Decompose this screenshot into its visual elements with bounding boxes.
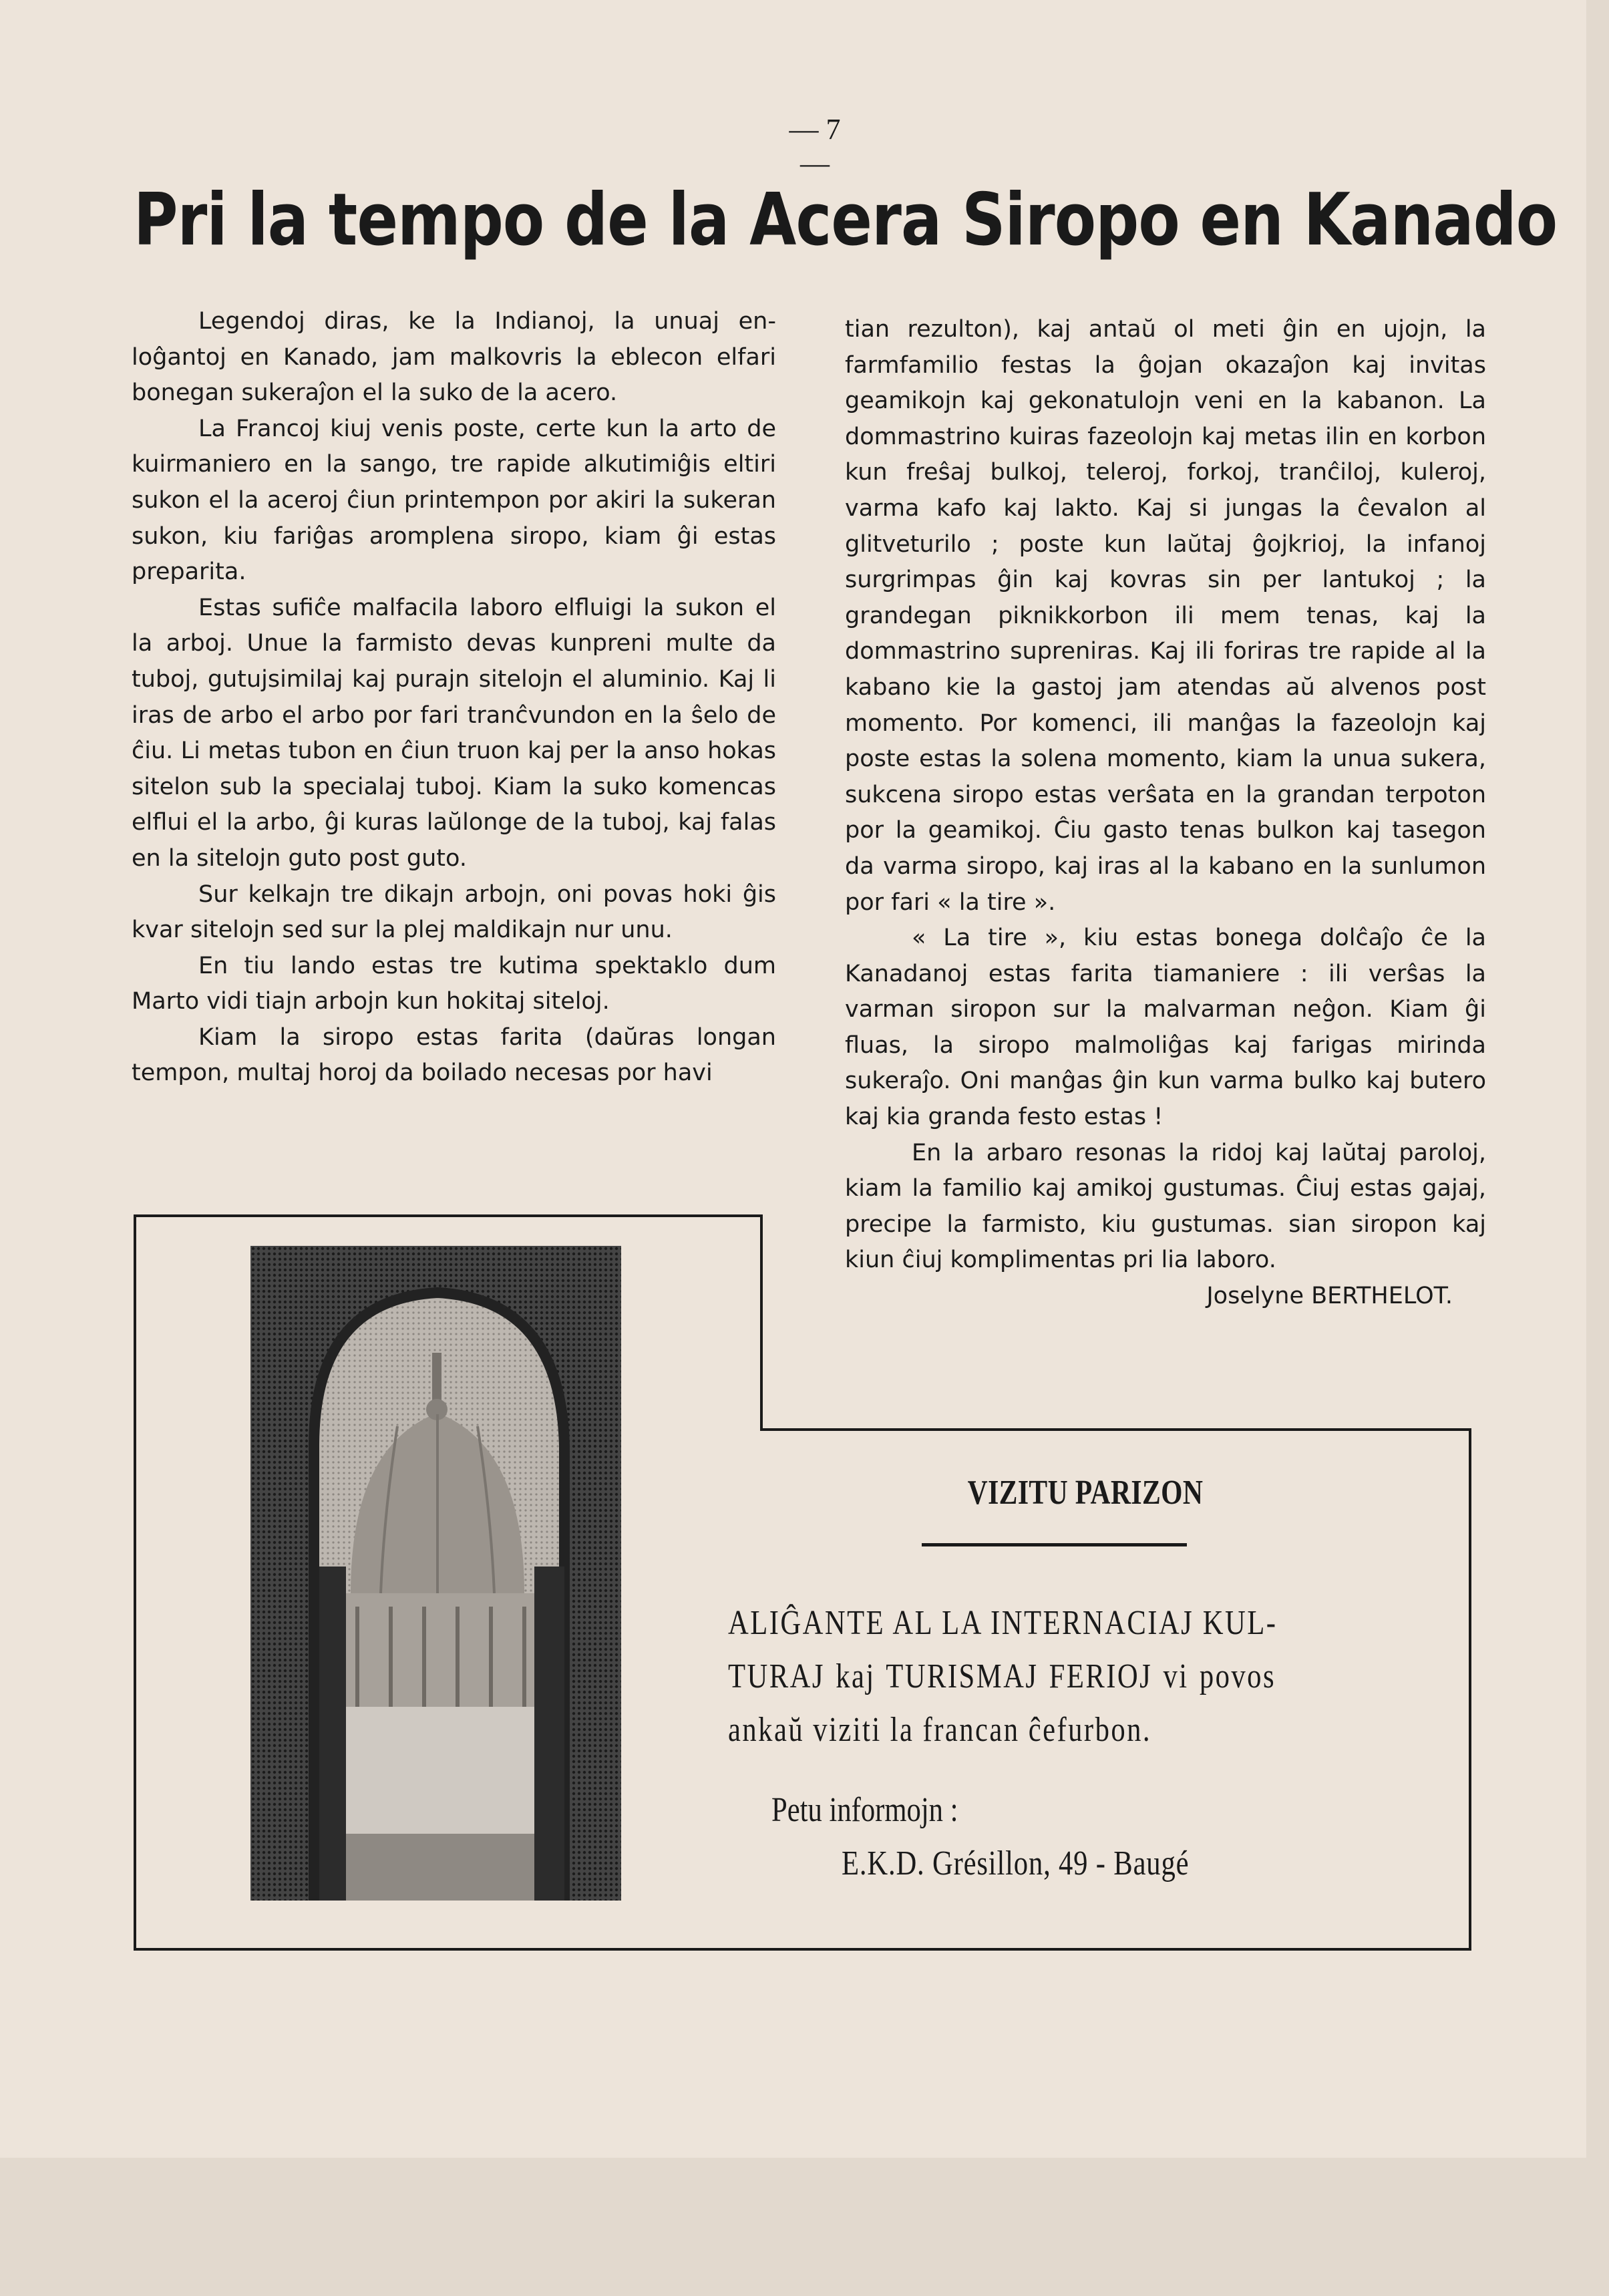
advertisement: [728, 1470, 1396, 1904]
ad-heading: VIZITU PARIZON: [967, 1474, 1204, 1512]
article-paragraph: En tiu lando estas tre kutima spektaklo dum Marto vidi tiajn arbojn kun hokitaj siteloj.: [132, 952, 776, 1015]
frame-middle: [760, 1428, 1471, 1431]
page-number: — 7 —: [789, 113, 841, 180]
ad-contact-address: E.K.D. Grésillon, 49 - Baugé: [842, 1844, 1190, 1882]
article-title: Pri la tempo de la Acera Siropo en Kanado: [134, 178, 1558, 262]
ad-body: ALIĜANTE AL LA INTERNACIAJ KULTURAJ kaj TURISMAJ FERIOJ vi povos ankaŭ viziti la francan ĉefurbon.: [728, 1604, 1276, 1749]
frame-left: [134, 1214, 136, 1951]
article-paragraph: « La tire », kiu estas bonega dolĉaĵo ĉe la Kanadanoj estas farita tiamaniere : ili verŝas la varman siropon sur la malvarman neĝon. Kiam ĝi fluas, la siropo malmoliĝas kaj farigas mirinda sukeraĵo. Oni manĝas ĝin kun varma bulko kaj butero kaj kia granda festo estas !: [845, 925, 1486, 1131]
photo-illustration: [250, 1246, 621, 1901]
article-paragraph: Estas sufiĉe malfacila laboro elfluigi la sukon el la arboj. Unue la farmisto devas kunpreni multe da tuboj, gutujsimilaj kaj purajn sitelojn el aluminio. Kaj li iras de arbo el arbo por fari tranĉvundon en la ŝelo de ĉiu. Li metas tubon en ĉiun truon kaj per la anso hokas sitelon sub la specialaj tuboj. Kiam la suko komencas elflui el la arbo, ĝi kuras laŭlonge de la tuboj, kaj falas en la sitelojn guto post guto.: [132, 594, 776, 872]
article-column-right: [845, 312, 1486, 1315]
article-column-left: [132, 304, 776, 1092]
article-paragraph: Sur kelkajn tre dikajn arbojn, oni povas hoki ĝis kvar sitelojn sed sur la plej maldikajn nur unu.: [132, 880, 776, 944]
ad-heading-underline: [922, 1543, 1187, 1546]
article-author: Joselyne BERTHELOT.: [1206, 1283, 1453, 1310]
article-paragraph: tian rezulton), kaj antaŭ ol meti ĝin en ujojn, la farmfamilio festas la ĝojan okazaĵon kaj invitas geamikojn kaj gekonatulojn veni en la kabanon. La dommastrino kuiras fazeolojn kaj metas ilin en korbon kun freŝaj bulkoj, teleroj, forkoj, tranĉiloj, kuleroj, varma kafo kaj lakto. Kaj si jungas la ĉevalon al glitveturilo ; poste kun laŭtaj ĝojkrioj, la infanoj surgrimpas ĝin kaj kovras sin per lantukoj ; la grandegan piknikkorbon ili mem tenas, kaj la dommastrino supreniras. Kaj ili foriras tre rapide al la kabano kie la gastoj jam atendas aŭ alvenos post momento. Por komenci, ili manĝas la fazeolojn kaj poste estas la solena momento, kiam la unua sukera, sukcena siropo estas verŝata en la grandan terpoton por la geamikoj. Ĉiu gasto tenas bulkon kaj tasegon da varma siropo, kaj iras al la kabano en la sunlumon por fari « la tire ».: [845, 316, 1486, 916]
frame-bottom: [134, 1948, 1471, 1951]
frame-right: [1469, 1428, 1471, 1951]
ad-contact-label: Petu informojn :: [771, 1791, 958, 1829]
article-paragraph: Kiam la siropo estas farita (daŭras longan tempon, multaj horoj da boilado necesas por havi: [132, 1023, 776, 1087]
frame-top-left: [134, 1214, 763, 1217]
article-paragraph: La Francoj kiuj venis poste, certe kun la arto de kuirmaniero en la sango, tre rapide alkutimiĝis eltiri sukon el la aceroj ĉiun printempon por akiri la sukeran sukon, kiu fariĝas aromplena siropo, kiam ĝi estas preparita.: [132, 415, 776, 586]
photo-dome-through-arch: [250, 1246, 621, 1901]
frame-inner-vertical: [760, 1214, 763, 1430]
article-paragraph: En la arbaro resonas la ridoj kaj laŭtaj paroloj, kiam la familio kaj amikoj gustumas. Ĉiuj estas gajaj, precipe la farmisto, kiu gustumas. sian siropon kaj kiun ĉiuj komplimentas pri lia laboro.: [845, 1139, 1486, 1274]
article-paragraph: Legendoj diras, ke la Indianoj, la unuaj enloĝantoj en Kanado, jam malkovris la eblecon elfari bonegan sukeraĵon el la suko de la acero.: [132, 308, 776, 407]
